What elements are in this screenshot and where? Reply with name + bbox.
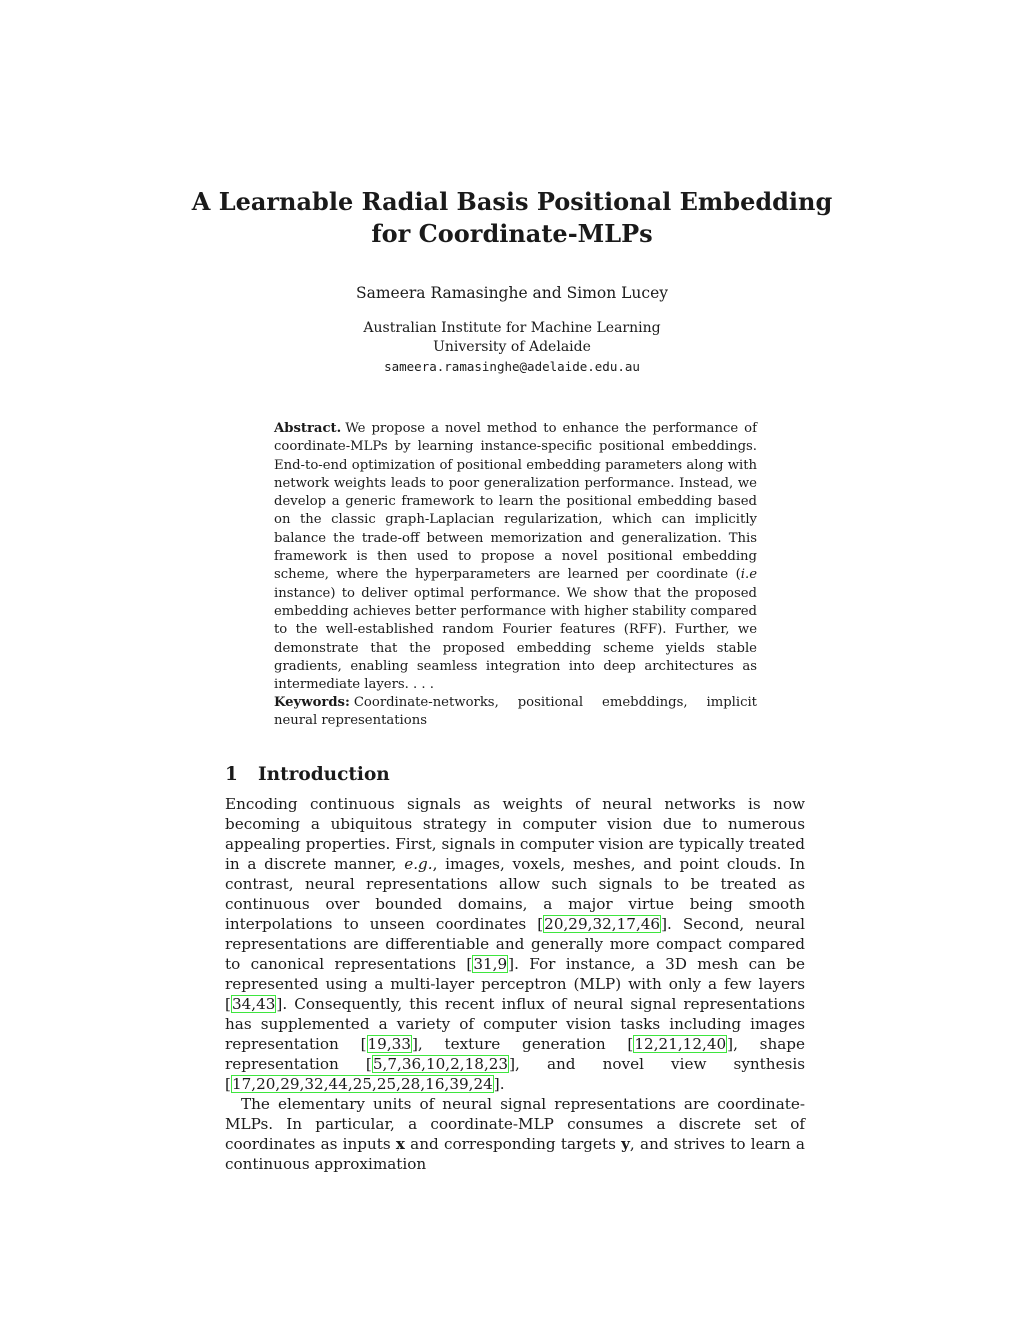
keywords-text: Coordinate-networks, positional emebddings, implicit neural representations <box>274 695 757 729</box>
section-title: Introduction <box>258 764 390 785</box>
intro-text: , images, voxels, meshes, and point clouds. In contrast, neural representations allow such signals to be treated as continuous over bounded domains, a major virtue being smooth interpolations to unseen coordinates [ <box>225 855 805 933</box>
paper-title <box>180 186 844 250</box>
math-symbol-y: y <box>621 1135 630 1153</box>
title-line-1: A Learnable Radial Basis Positional Embedding <box>191 187 833 216</box>
math-symbol-x: x <box>395 1135 405 1153</box>
intro-text: ]. Consequently, this recent influx of neural signal representations has supplemented a variety of computer vision tasks including images representation [ <box>225 995 805 1053</box>
citation-link[interactable]: 5,7,36,10,2,18,23 <box>372 1055 509 1073</box>
intro-text: , and strives to learn a continuous approximation <box>225 1135 805 1173</box>
citation-link[interactable]: 12,21,12,40 <box>634 1035 727 1053</box>
intro-text: ], texture generation [ <box>411 1035 634 1053</box>
citation-link[interactable]: 20,29,32,17,46 <box>544 915 661 933</box>
affiliation <box>230 319 794 376</box>
intro-text: ]. Second, neural representations are differentiable and generally more compact compared to canonical representations [ <box>225 915 805 973</box>
abstract-text-1: We propose a novel method to enhance the performance of coordinate-MLPs by learning instance-specific positional embeddings. End-to-end optimization of positional embedding parameters along with network weights leads to poor generalization performance. Instead, we develop a generic framework to learn the positional embedding based on the classic graph-Laplacian regularization, which can implicitly balance the trade-off between memorization and generalization. This framework is then used to propose a novel positional embedding scheme, where the hyperparameters are learned per coordinate ( <box>274 421 757 583</box>
intro-paragraph-1 <box>225 794 805 1094</box>
intro-text: ], shape representation [ <box>225 1035 806 1073</box>
intro-paragraph-2 <box>225 1094 805 1174</box>
section-heading <box>225 763 390 787</box>
intro-italic-eg: e.g. <box>404 855 433 873</box>
citation-link[interactable]: 17,20,29,32,44,25,25,28,16,39,24 <box>231 1075 493 1093</box>
author-list: Sameera Ramasinghe and Simon Lucey <box>355 284 669 302</box>
title-line-2: for Coordinate-MLPs <box>371 219 653 248</box>
abstract-text-2: instance) to deliver optimal performance. We show that the proposed embedding achieves better performance with higher stability compared to the well-established random Fourier features (RFF). Further, we demonstrate that the proposed embedding scheme yields stable gradients, enabling seamless integration into deep architectures as intermediate layers. . . . <box>274 585 757 693</box>
intro-text: Encoding continuous signals as weights of neural networks is now becoming a ubiquitous strategy in computer vision due to numerous appealing properties. First, signals in computer vision are typically treated in a discrete manner, <box>225 795 805 873</box>
intro-body <box>225 794 805 1174</box>
citation-link[interactable]: 34,43 <box>231 995 276 1013</box>
intro-text: The elementary units of neural signal representations are coordinate-MLPs. In particular, a coordinate-MLP consumes a discrete set of coordinates as inputs <box>225 1095 805 1153</box>
citation-link[interactable]: 19,33 <box>367 1035 411 1053</box>
intro-text: ], and novel view synthesis [ <box>225 1055 806 1093</box>
section-number: 1 <box>225 764 238 785</box>
abstract-text-italic: i.e <box>740 567 757 583</box>
abstract <box>274 420 757 694</box>
intro-text: and corresponding targets <box>404 1135 622 1153</box>
abstract-label: Abstract. <box>274 421 342 436</box>
author-email[interactable]: sameera.ramasinghe@adelaide.edu.au <box>384 359 640 374</box>
intro-text: ]. For instance, a 3D mesh can be represented using a multi-layer perceptron (MLP) with only a few layers [ <box>225 955 805 1013</box>
keywords <box>274 694 757 731</box>
keywords-label: Keywords: <box>274 695 350 710</box>
intro-text: ]. <box>493 1075 505 1093</box>
affiliation-institute: Australian Institute for Machine Learning <box>363 320 661 336</box>
citation-link[interactable]: 31,9 <box>473 955 508 973</box>
affiliation-university: University of Adelaide <box>433 339 591 355</box>
